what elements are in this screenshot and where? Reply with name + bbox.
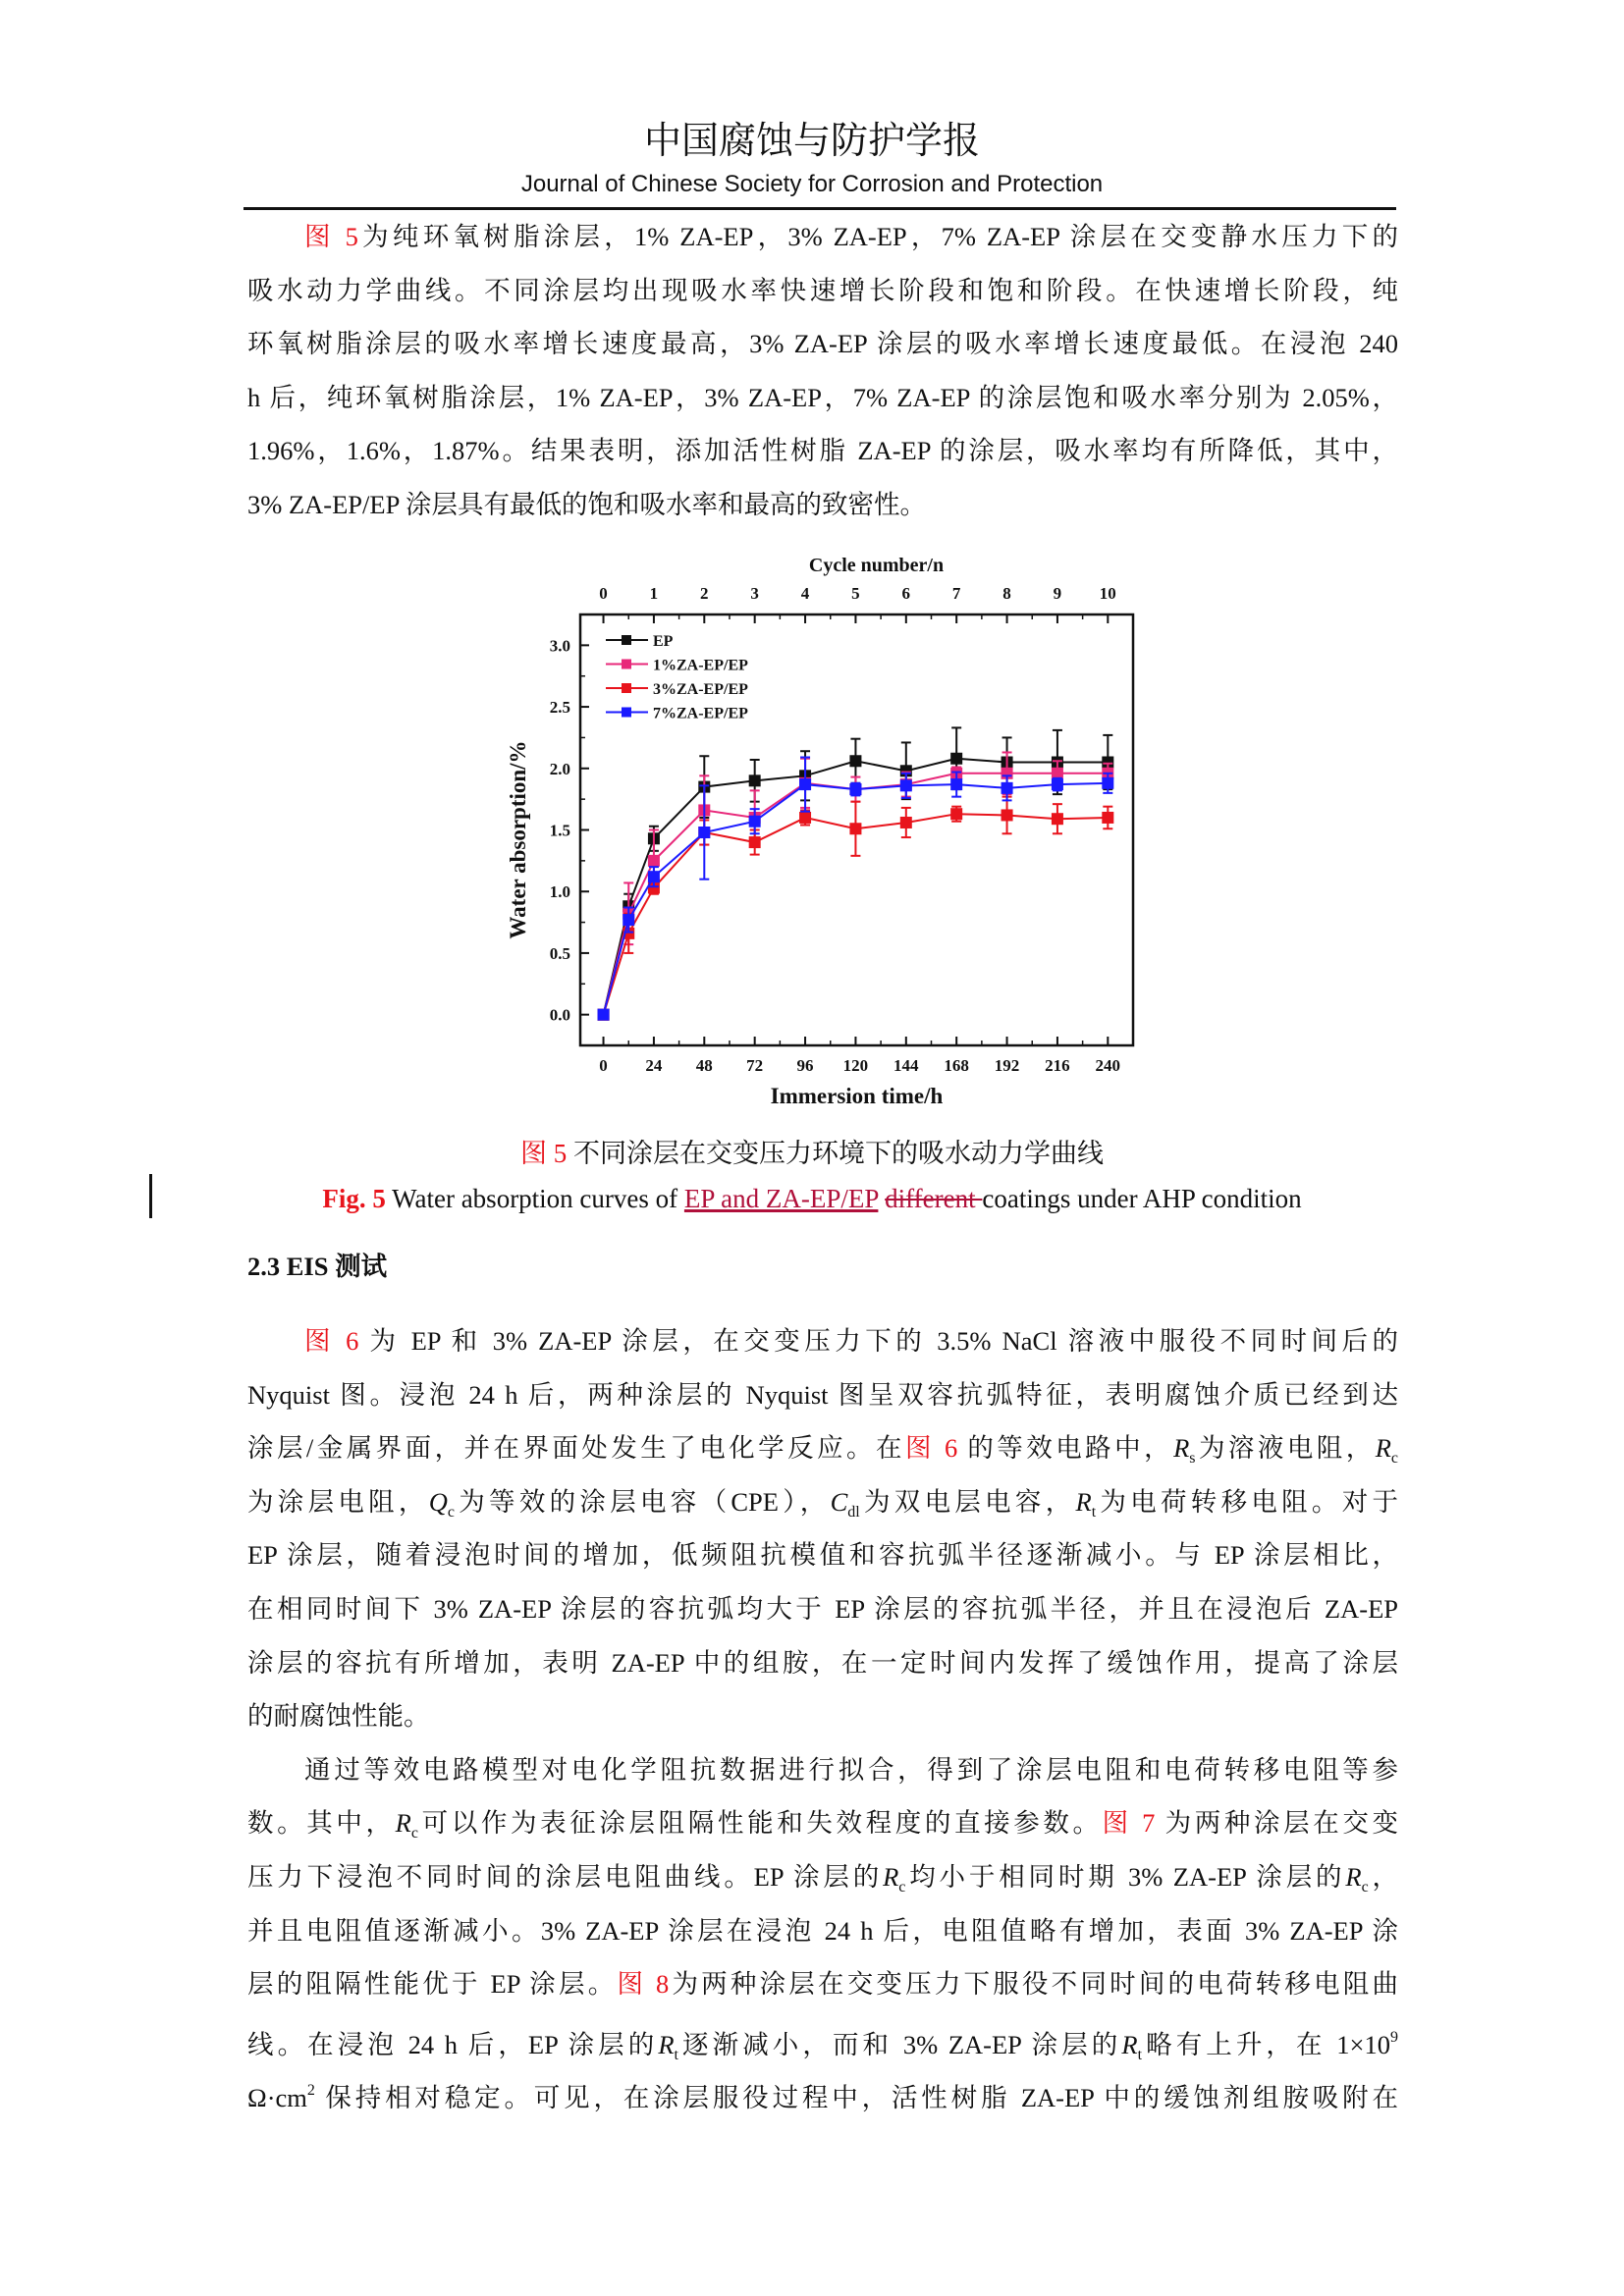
text-line: [247, 1582, 1398, 1636]
text-segment: 为电荷转移电阻。对于: [1096, 1486, 1399, 1517]
text-segment: 1.96%，1.6%，1.87%。结果表明，添加活性树脂 ZA-EP 的涂层，吸水率均有所降低，其中，: [247, 436, 1398, 466]
text-segment: R: [1345, 1861, 1362, 1892]
text-line: [247, 1475, 1398, 1529]
text-segment: 为 EP 和 3% ZA-EP 涂层，在交变压力下的 3.5% NaCl 溶液中服役不同时间后的: [358, 1326, 1399, 1356]
text-segment: 涂层的容抗有所增加，表明 ZA-EP 中的组胺，在一定时间内发挥了缓蚀作用，提高了涂层: [247, 1647, 1398, 1678]
data-point: [749, 836, 761, 848]
text-segment: R: [1375, 1433, 1391, 1464]
caption-text: Water absorption curves of: [385, 1184, 684, 1213]
top-x-tick-label: 2: [700, 584, 709, 603]
x-axis-label: Immersion time/h: [770, 1084, 944, 1108]
legend-marker: [622, 660, 631, 669]
x-tick-label: 0: [599, 1056, 608, 1075]
text-segment: Nyquist 图。浸泡 24 h 后，两种涂层的 Nyquist 图呈双容抗弧特征，表明腐蚀介质已经到达: [247, 1379, 1398, 1410]
data-point: [749, 774, 761, 786]
text-segment: 的耐腐蚀性能。: [247, 1701, 430, 1732]
text-line: [247, 1421, 1398, 1475]
top-x-tick-label: 4: [800, 584, 810, 603]
figure-link[interactable]: 图 8: [617, 1969, 670, 2000]
text-segment: 涂层/金属界面，并在界面处发生了电化学反应。在: [247, 1433, 905, 1464]
tracked-insertion[interactable]: EP and ZA-EP/EP: [683, 1184, 879, 1213]
text-segment: 为纯环氧树脂涂层，1% ZA-EP，3% ZA-EP，7% ZA-EP 涂层在交变静水压力下的: [357, 222, 1398, 251]
data-point: [749, 816, 761, 828]
water-absorption-chart: [0, 0, 1624, 1139]
text-segment: c: [410, 1825, 418, 1842]
top-x-tick-label: 9: [1053, 584, 1062, 603]
text-segment: 通过等效电路模型对电化学阻抗数据进行拟合，得到了涂层电阻和电荷转移电阻等参: [304, 1754, 1398, 1785]
text-segment: ，: [1368, 1861, 1399, 1892]
y-tick-label: 1.5: [549, 821, 570, 840]
x-tick-label: 216: [1045, 1056, 1070, 1075]
top-x-tick-label: 7: [951, 584, 961, 603]
legend-marker: [622, 683, 631, 693]
text-segment: t: [1091, 1503, 1097, 1521]
data-point: [799, 812, 811, 824]
text-segment: Ω·cm: [247, 2083, 307, 2113]
data-point: [1102, 812, 1113, 824]
text-segment: 均小于相同时期 3% ZA-EP 涂层的: [905, 1861, 1346, 1892]
text-segment: 层的阻隔性能优于 EP 涂层。: [247, 1969, 618, 2000]
text-segment: R: [395, 1808, 411, 1839]
text-segment: R: [1075, 1486, 1092, 1517]
text-segment: c: [898, 1878, 906, 1896]
data-point: [849, 783, 861, 795]
top-x-tick-label: 8: [1002, 584, 1011, 603]
text-segment: t: [674, 2046, 678, 2063]
tracked-deletion[interactable]: different: [885, 1184, 983, 1213]
figure-ref: Fig. 5: [322, 1184, 386, 1213]
y-tick-label: 2.0: [549, 759, 570, 778]
data-point: [950, 808, 962, 820]
data-point: [900, 817, 912, 828]
legend-label: 7%ZA-EP/EP: [653, 705, 748, 722]
y-tick-label: 2.5: [549, 698, 570, 718]
x-tick-label: 96: [796, 1056, 814, 1075]
text-segment: 可以作为表征涂层阻隔性能和失效程度的直接参数。: [417, 1808, 1103, 1839]
text-segment: t: [1137, 2046, 1143, 2063]
y-tick-label: 0.0: [549, 1005, 570, 1025]
text-segment: 的等效电路中，: [957, 1433, 1174, 1464]
legend-label: 1%ZA-EP/EP: [653, 657, 748, 674]
data-point: [1052, 813, 1063, 825]
legend-label: 3%ZA-EP/EP: [653, 681, 748, 698]
y-tick-label: 1.0: [549, 882, 570, 902]
text-segment: dl: [847, 1503, 860, 1521]
text-line: [247, 1368, 1398, 1422]
data-point: [598, 1009, 610, 1021]
text-segment: R: [658, 2029, 675, 2059]
x-tick-label: 144: [893, 1056, 919, 1075]
top-x-tick-label: 6: [901, 584, 911, 603]
text-segment: s: [1189, 1450, 1196, 1468]
legend-marker: [622, 708, 631, 718]
text-line: [247, 1796, 1398, 1850]
text-segment: c: [447, 1503, 455, 1521]
text-segment: 为涂层电阻，: [247, 1486, 429, 1517]
text-segment: EP 涂层，随着浸泡时间的增加，低频阻抗模值和容抗弧半径逐渐减小。与 EP 涂层相比，: [247, 1540, 1398, 1571]
top-x-axis-label: Cycle number/n: [808, 555, 945, 576]
text-segment: Q: [428, 1486, 448, 1517]
data-point: [799, 778, 811, 790]
text-segment: 环氧树脂涂层的吸水率增长速度最高，3% ZA-EP 涂层的吸水率增长速度最低。在浸泡 240: [247, 329, 1398, 359]
data-point: [623, 914, 634, 926]
figure-caption-cn: [0, 1129, 1624, 1178]
y-tick-label: 3.0: [549, 636, 570, 656]
text-segment: 保持相对稳定。可见，在涂层服役过程中，活性树脂 ZA-EP 中的缓蚀剂组胺吸附在: [314, 2083, 1398, 2113]
text-line: [247, 1689, 1398, 1743]
text-segment: 2: [306, 2082, 315, 2100]
journal-title: 中国腐蚀与防护学报: [643, 119, 980, 162]
text-segment: c: [1390, 1450, 1399, 1468]
paragraph-eis-fitting: [247, 1743, 1398, 2118]
text-line: [247, 1957, 1398, 2011]
text-line: [247, 2011, 1398, 2065]
data-point: [900, 779, 912, 791]
x-tick-label: 48: [695, 1056, 713, 1075]
text-line: [247, 1850, 1398, 1904]
text-segment: 数。其中，: [247, 1808, 396, 1839]
data-point: [849, 755, 861, 767]
text-segment: 为等效的涂层电容（CPE），: [454, 1486, 831, 1517]
text-segment: 在相同时间下 3% ZA-EP 涂层的容抗弧均大于 EP 涂层的容抗弧半径，并且在浸泡后 ZA-EP: [247, 1593, 1398, 1624]
series-ep: [598, 727, 1114, 1020]
x-tick-label: 120: [842, 1056, 869, 1075]
top-x-tick-label: 0: [599, 584, 608, 603]
text-segment: R: [1173, 1433, 1190, 1464]
text-segment: 为两种涂层在交变: [1155, 1808, 1399, 1839]
text-segment: 为双电层电容，: [859, 1486, 1076, 1517]
figure-link[interactable]: 图 5: [304, 222, 358, 251]
top-x-tick-label: 5: [851, 584, 860, 603]
section-heading: 2.3 EIS 测试: [247, 1252, 388, 1281]
x-tick-label: 72: [746, 1056, 764, 1075]
text-segment: 吸水动力学曲线。不同涂层均出现吸水率快速增长阶段和饱和阶段。在快速增长阶段，纯: [247, 275, 1398, 305]
text-line: [247, 1528, 1398, 1582]
caption-text: coatings under AHP condition: [982, 1184, 1302, 1213]
figure-caption-en: [0, 1174, 1624, 1223]
legend-marker: [622, 635, 631, 645]
data-point: [1102, 777, 1113, 789]
top-x-tick-label: 3: [750, 584, 759, 603]
journal-subtitle: Journal of Chinese Society for Corrosion and Protection: [520, 171, 1104, 197]
data-point: [1001, 782, 1013, 794]
text-segment: 3% ZA-EP/EP 涂层具有最低的饱和吸水率和最高的致密性。: [247, 489, 926, 519]
data-point: [648, 871, 660, 882]
text-segment: R: [1121, 2029, 1138, 2059]
data-point: [849, 823, 861, 834]
text-segment: 9: [1390, 2028, 1398, 2046]
caption-text: 不同涂层在交变压力环境下的吸水动力学曲线: [567, 1139, 1104, 1168]
text-segment: c: [1361, 1878, 1369, 1896]
figure-link[interactable]: 图 6: [904, 1433, 958, 1464]
data-point: [1001, 809, 1013, 821]
series-3-za-ep-ep: [598, 797, 1114, 1021]
data-point: [1052, 778, 1063, 790]
y-axis-label: Water absorption/%: [506, 740, 530, 939]
x-tick-label: 168: [944, 1056, 969, 1075]
legend-label: EP: [653, 633, 674, 650]
text-segment: C: [830, 1486, 848, 1517]
x-tick-label: 240: [1095, 1056, 1121, 1075]
text-line: [247, 1904, 1398, 1958]
text-line: [247, 1314, 1398, 1368]
text-line: [247, 1743, 1398, 1797]
text-segment: 压力下浸泡不同时间的涂层电阻曲线。EP 涂层的: [247, 1861, 884, 1892]
x-tick-label: 24: [645, 1056, 663, 1075]
figure-link[interactable]: 图 7: [1102, 1808, 1156, 1839]
text-segment: 为两种涂层在交变压力下服役不同时间的电荷转移电阻曲: [669, 1969, 1398, 2000]
text-line: [247, 2064, 1398, 2118]
data-point: [950, 753, 962, 765]
top-x-tick-label: 10: [1099, 584, 1116, 603]
data-point: [698, 827, 710, 838]
figure-link[interactable]: 图 6: [304, 1326, 359, 1356]
text-segment: R: [883, 1861, 899, 1892]
text-line: [247, 1636, 1398, 1690]
text-segment: 为溶液电阻，: [1195, 1433, 1376, 1464]
top-x-tick-label: 1: [649, 584, 659, 603]
text-segment: h 后，纯环氧树脂涂层，1% ZA-EP，3% ZA-EP，7% ZA-EP 的涂层饱和吸水率分别为 2.05%，: [247, 382, 1398, 412]
figure-ref: 图 5: [520, 1139, 568, 1168]
data-point: [648, 855, 660, 867]
paragraph-eis-nyquist: [247, 1314, 1398, 1743]
y-tick-label: 0.5: [549, 943, 570, 963]
text-segment: 并且电阻值逐渐减小。3% ZA-EP 涂层在浸泡 24 h 后，电阻值略有增加，表面 3% ZA-EP 涂: [247, 1915, 1398, 1946]
x-tick-label: 192: [994, 1056, 1020, 1075]
text-segment: 略有上升，在 1×10: [1142, 2029, 1390, 2059]
text-segment: 线。在浸泡 24 h 后，EP 涂层的: [247, 2029, 659, 2059]
data-point: [950, 778, 962, 790]
text-segment: 逐渐减小，而和 3% ZA-EP 涂层的: [677, 2029, 1122, 2059]
